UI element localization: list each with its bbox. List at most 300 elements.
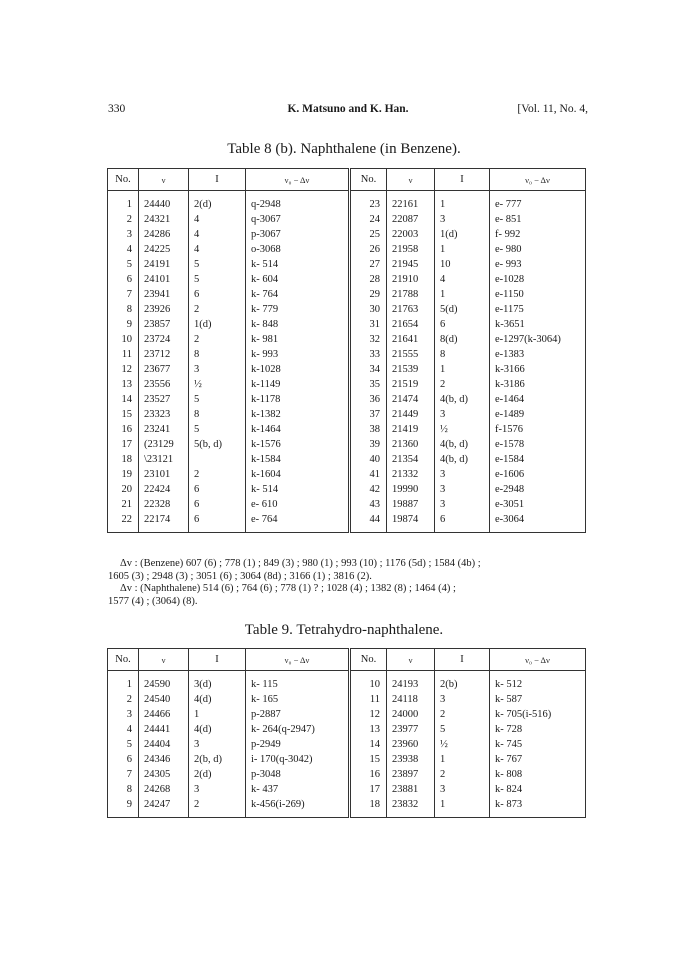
table-cell: 1: [189, 707, 246, 722]
table-cell: 14: [350, 737, 387, 752]
column-header: ν: [387, 169, 435, 191]
column-header: No.: [108, 649, 139, 671]
table-cell: 8: [108, 782, 139, 797]
page-number: 330: [108, 103, 126, 115]
table-cell: q-2948: [246, 191, 350, 213]
column-header: ν₀ − Δν: [490, 169, 586, 191]
table-cell: 4: [189, 212, 246, 227]
table-cell: 24118: [387, 692, 435, 707]
table-cell: 4(b, d): [435, 437, 490, 452]
table-cell: e-1489: [490, 407, 586, 422]
table-cell: 1(d): [189, 317, 246, 332]
table-cell: 6: [435, 317, 490, 332]
column-header: ν: [387, 649, 435, 671]
table-cell: 22174: [139, 512, 189, 533]
table-cell: 1(d): [435, 227, 490, 242]
table-row: [108, 437, 586, 452]
table-cell: 5: [189, 422, 246, 437]
table8-header-row: [108, 169, 586, 191]
table-cell: e-1028: [490, 272, 586, 287]
table-cell: 5(b, d): [189, 437, 246, 452]
table-cell: 1: [435, 191, 490, 213]
table-cell: 24: [350, 212, 387, 227]
table-cell: 21555: [387, 347, 435, 362]
table-cell: 25: [350, 227, 387, 242]
table-row: [108, 497, 586, 512]
table-cell: 3: [435, 407, 490, 422]
table-cell: 21945: [387, 257, 435, 272]
table-cell: 4: [435, 272, 490, 287]
table-cell: 24441: [139, 722, 189, 737]
table-cell: 11: [108, 347, 139, 362]
table-row: [108, 287, 586, 302]
table-cell: 2: [189, 797, 246, 818]
table-cell: 23241: [139, 422, 189, 437]
table-cell: p-2949: [246, 737, 350, 752]
table-cell: k- 705(i-516): [490, 707, 586, 722]
table-row: [108, 422, 586, 437]
table-cell: k- 981: [246, 332, 350, 347]
table-row: [108, 737, 586, 752]
table-cell: 5: [189, 257, 246, 272]
table-cell: 5: [189, 272, 246, 287]
table-cell: 24466: [139, 707, 189, 722]
table-cell: 2: [189, 332, 246, 347]
table-row: [108, 797, 586, 818]
table-cell: 2: [435, 767, 490, 782]
running-header: [108, 103, 588, 119]
table-cell: 10: [350, 671, 387, 693]
table-cell: 24286: [139, 227, 189, 242]
table-cell: 16: [350, 767, 387, 782]
table-cell: 18: [108, 452, 139, 467]
table-cell: 24101: [139, 272, 189, 287]
table-cell: 22424: [139, 482, 189, 497]
table-cell: 1: [108, 191, 139, 213]
table-cell: 3: [435, 692, 490, 707]
column-header: I: [189, 169, 246, 191]
table-cell: 4: [108, 722, 139, 737]
table9-header-row: [108, 649, 586, 671]
table-cell: 20: [108, 482, 139, 497]
table-cell: e-2948: [490, 482, 586, 497]
table-cell: 12: [350, 707, 387, 722]
table-row: [108, 392, 586, 407]
table-cell: k- 264(q-2947): [246, 722, 350, 737]
table-cell: 43: [350, 497, 387, 512]
table-cell: 3: [189, 782, 246, 797]
table-cell: 13: [350, 722, 387, 737]
table-cell: 23977: [387, 722, 435, 737]
table-row: [108, 302, 586, 317]
table8-caption: Table 8 (b). Naphthalene (in Benzene).: [227, 141, 461, 157]
table-cell: 19887: [387, 497, 435, 512]
table-cell: k- 824: [490, 782, 586, 797]
table-cell: 24321: [139, 212, 189, 227]
column-header: ν₀ − Δν: [246, 649, 350, 671]
column-header: No.: [350, 169, 387, 191]
table-cell: k-3186: [490, 377, 586, 392]
table-cell: 7: [108, 767, 139, 782]
column-header: ν₀ − Δν: [246, 169, 350, 191]
table-cell: k- 115: [246, 671, 350, 693]
table-cell: 32: [350, 332, 387, 347]
delta-v-notes: [108, 558, 588, 608]
table-cell: 18: [350, 797, 387, 818]
table-cell: 28: [350, 272, 387, 287]
table-row: [108, 767, 586, 782]
table-cell: 19990: [387, 482, 435, 497]
table9-body: [108, 671, 586, 818]
table-row: [108, 752, 586, 767]
table-cell: 9: [108, 797, 139, 818]
table-cell: 14: [108, 392, 139, 407]
table-cell: 21641: [387, 332, 435, 347]
table-cell: 23857: [139, 317, 189, 332]
table-cell: 2(d): [189, 767, 246, 782]
table-row: [108, 317, 586, 332]
table-cell: 23832: [387, 797, 435, 818]
table-cell: 24225: [139, 242, 189, 257]
table-row: [108, 782, 586, 797]
table-cell: e- 610: [246, 497, 350, 512]
table-cell: 23938: [387, 752, 435, 767]
note-naphthalene-line: Δv : (Naphthalene) 514 (6) ; 764 (6) ; 778 (1) ? ; 1028 (4) ; 1382 (8) ; 1464 (4) ;: [120, 583, 456, 594]
authors: K. Matsuno and K. Han.: [287, 103, 409, 115]
table-cell: 2(b, d): [189, 752, 246, 767]
table-cell: 23712: [139, 347, 189, 362]
table-cell: i- 170(q-3042): [246, 752, 350, 767]
note-benzene-cont: 1605 (3) ; 2948 (3) ; 3051 (6) ; 3064 (8d) ; 3166 (1) ; 3816 (2).: [108, 570, 372, 582]
table-cell: 38: [350, 422, 387, 437]
table-cell: 8(d): [435, 332, 490, 347]
table-cell: 24193: [387, 671, 435, 693]
table-cell: 27: [350, 257, 387, 272]
table-cell: 21539: [387, 362, 435, 377]
table-cell: 24540: [139, 692, 189, 707]
table-cell: 23: [350, 191, 387, 213]
table-cell: 21788: [387, 287, 435, 302]
table-cell: k-1149: [246, 377, 350, 392]
table-cell: k- 808: [490, 767, 586, 782]
table-cell: e-1606: [490, 467, 586, 482]
table-cell: 24590: [139, 671, 189, 693]
table-row: [108, 482, 586, 497]
table-cell: k-3651: [490, 317, 586, 332]
table-cell: 3: [435, 467, 490, 482]
table-cell: 3: [108, 227, 139, 242]
table-cell: e-1150: [490, 287, 586, 302]
table-cell: 6: [189, 512, 246, 533]
table-cell: k- 165: [246, 692, 350, 707]
table-cell: 39: [350, 437, 387, 452]
table-cell: 13: [108, 377, 139, 392]
table-row: [108, 671, 586, 693]
table-cell: 4(d): [189, 692, 246, 707]
table-cell: 42: [350, 482, 387, 497]
table-cell: k- 512: [490, 671, 586, 693]
table-cell: 6: [435, 512, 490, 533]
table-row: [108, 692, 586, 707]
table-cell: 40: [350, 452, 387, 467]
table-cell: k- 728: [490, 722, 586, 737]
table-cell: 2: [189, 302, 246, 317]
table-cell: p-2887: [246, 707, 350, 722]
table-cell: 4(d): [189, 722, 246, 737]
table-cell: k-1604: [246, 467, 350, 482]
table-cell: 21763: [387, 302, 435, 317]
table-row: [108, 377, 586, 392]
table-cell: 24440: [139, 191, 189, 213]
table-cell: 2: [435, 707, 490, 722]
table-cell: 21519: [387, 377, 435, 392]
table-cell: e- 993: [490, 257, 586, 272]
table-cell: 22161: [387, 191, 435, 213]
table-cell: 9: [108, 317, 139, 332]
table-cell: 4: [189, 242, 246, 257]
table-cell: 23101: [139, 467, 189, 482]
table-cell: ½: [435, 422, 490, 437]
table-row: [108, 467, 586, 482]
table-cell: 19: [108, 467, 139, 482]
volume-info: [Vol. 11, No. 4,: [517, 103, 588, 115]
table-cell: 3: [435, 482, 490, 497]
table-cell: 23724: [139, 332, 189, 347]
table-cell: 11: [350, 692, 387, 707]
table-cell: 1: [435, 242, 490, 257]
table-row: [108, 512, 586, 533]
table-row: [108, 242, 586, 257]
table-cell: 1: [435, 752, 490, 767]
table-row: [108, 347, 586, 362]
table9-caption: Table 9. Tetrahydro-naphthalene.: [244, 622, 444, 638]
table-cell: 3: [435, 782, 490, 797]
table-cell: 22: [108, 512, 139, 533]
table8-naphthalene: [107, 168, 586, 533]
table-cell: 6: [189, 287, 246, 302]
table-cell: k-1584: [246, 452, 350, 467]
table-cell: 34: [350, 362, 387, 377]
table-cell: 6: [108, 272, 139, 287]
table-cell: 4(b, d): [435, 452, 490, 467]
table-cell: 23323: [139, 407, 189, 422]
column-header: I: [435, 169, 490, 191]
note-naphthalene-cont: 1577 (4) ; (3064) (8).: [108, 595, 198, 607]
table-cell: 23960: [387, 737, 435, 752]
table-cell: 24268: [139, 782, 189, 797]
table-cell: 24404: [139, 737, 189, 752]
table-cell: [189, 452, 246, 467]
table-cell: 2(d): [189, 191, 246, 213]
table-cell: k-1028: [246, 362, 350, 377]
table-cell: 7: [108, 287, 139, 302]
column-header: No.: [350, 649, 387, 671]
table-cell: 22087: [387, 212, 435, 227]
table-cell: 8: [108, 302, 139, 317]
table-cell: 6: [108, 752, 139, 767]
table-cell: 2: [435, 377, 490, 392]
table-cell: 2(b): [435, 671, 490, 693]
table8-body: [108, 191, 586, 533]
table-cell: 12: [108, 362, 139, 377]
table-row: [108, 212, 586, 227]
table-cell: 8: [435, 347, 490, 362]
table-cell: 2: [108, 212, 139, 227]
table-cell: k- 587: [490, 692, 586, 707]
table-cell: e-1297(k-3064): [490, 332, 586, 347]
table-cell: k- 764: [246, 287, 350, 302]
column-header: I: [435, 649, 490, 671]
table-cell: 23941: [139, 287, 189, 302]
table-cell: e-3051: [490, 497, 586, 512]
table-cell: 3: [435, 212, 490, 227]
column-header: ν: [139, 169, 189, 191]
table-cell: 41: [350, 467, 387, 482]
table-cell: 8: [189, 407, 246, 422]
table-cell: 5: [189, 392, 246, 407]
table-cell: 19874: [387, 512, 435, 533]
table-cell: 21: [108, 497, 139, 512]
table-cell: (23129: [139, 437, 189, 452]
table-cell: 21419: [387, 422, 435, 437]
table-cell: 21449: [387, 407, 435, 422]
table-row: [108, 407, 586, 422]
table-cell: 4: [189, 227, 246, 242]
table-cell: k- 437: [246, 782, 350, 797]
table-cell: e-1578: [490, 437, 586, 452]
table-cell: 21654: [387, 317, 435, 332]
column-header: I: [189, 649, 246, 671]
table-cell: 23677: [139, 362, 189, 377]
table-cell: 24000: [387, 707, 435, 722]
table-cell: 23881: [387, 782, 435, 797]
table-cell: 31: [350, 317, 387, 332]
table-cell: k- 745: [490, 737, 586, 752]
table-cell: 23897: [387, 767, 435, 782]
table-cell: e- 777: [490, 191, 586, 213]
table-cell: 6: [189, 482, 246, 497]
table-cell: 29: [350, 287, 387, 302]
table-cell: 17: [108, 437, 139, 452]
table-cell: k- 993: [246, 347, 350, 362]
column-header: ν₀ − Δν: [490, 649, 586, 671]
table-cell: 1: [435, 797, 490, 818]
table-cell: 2: [108, 692, 139, 707]
table-cell: 36: [350, 392, 387, 407]
table-cell: 15: [350, 752, 387, 767]
table-cell: 1: [108, 671, 139, 693]
table-cell: 23527: [139, 392, 189, 407]
table-cell: 6: [189, 497, 246, 512]
table-cell: 21354: [387, 452, 435, 467]
table-row: [108, 227, 586, 242]
table-cell: 8: [189, 347, 246, 362]
table-cell: 3: [189, 362, 246, 377]
table9-tetrahydronaphthalene: [107, 648, 586, 818]
table-cell: 10: [108, 332, 139, 347]
table-cell: 35: [350, 377, 387, 392]
table-cell: k-456(i-269): [246, 797, 350, 818]
table-cell: 22328: [139, 497, 189, 512]
table-cell: 10: [435, 257, 490, 272]
table-cell: q-3067: [246, 212, 350, 227]
table-cell: 5: [108, 737, 139, 752]
table-cell: k- 779: [246, 302, 350, 317]
table-cell: o-3068: [246, 242, 350, 257]
table-cell: 16: [108, 422, 139, 437]
table-cell: 23556: [139, 377, 189, 392]
table-cell: k- 767: [490, 752, 586, 767]
table-cell: k-3166: [490, 362, 586, 377]
table-row: [108, 332, 586, 347]
table-cell: k-1464: [246, 422, 350, 437]
table-cell: 24191: [139, 257, 189, 272]
table-cell: 3: [108, 707, 139, 722]
table-cell: 21474: [387, 392, 435, 407]
table-row: [108, 452, 586, 467]
table-cell: k- 514: [246, 482, 350, 497]
table-cell: 4(b, d): [435, 392, 490, 407]
table-cell: e- 980: [490, 242, 586, 257]
table-cell: k-1178: [246, 392, 350, 407]
table-cell: 2: [189, 467, 246, 482]
table-cell: f- 992: [490, 227, 586, 242]
table-cell: 26: [350, 242, 387, 257]
table-row: [108, 257, 586, 272]
table-cell: 1: [435, 362, 490, 377]
table-row: [108, 272, 586, 287]
table-cell: e-1464: [490, 392, 586, 407]
table-cell: k- 604: [246, 272, 350, 287]
table-cell: f-1576: [490, 422, 586, 437]
table-cell: ½: [189, 377, 246, 392]
table-cell: 24346: [139, 752, 189, 767]
table-cell: k-1382: [246, 407, 350, 422]
table-cell: k- 848: [246, 317, 350, 332]
table-cell: e-3064: [490, 512, 586, 533]
table-cell: 30: [350, 302, 387, 317]
table-cell: 33: [350, 347, 387, 362]
table-cell: 23926: [139, 302, 189, 317]
table-cell: 1: [435, 287, 490, 302]
column-header: No.: [108, 169, 139, 191]
table-row: [108, 191, 586, 213]
table-cell: 4: [108, 242, 139, 257]
table-cell: k-1576: [246, 437, 350, 452]
table-cell: p-3067: [246, 227, 350, 242]
table-cell: 37: [350, 407, 387, 422]
table-cell: e-1383: [490, 347, 586, 362]
table-cell: 24247: [139, 797, 189, 818]
column-header: ν: [139, 649, 189, 671]
table-cell: 44: [350, 512, 387, 533]
table-cell: 3: [189, 737, 246, 752]
table-cell: 21958: [387, 242, 435, 257]
table-cell: ½: [435, 737, 490, 752]
table-cell: 24305: [139, 767, 189, 782]
table-cell: p-3048: [246, 767, 350, 782]
table-cell: 21332: [387, 467, 435, 482]
table-row: [108, 722, 586, 737]
table-cell: 5(d): [435, 302, 490, 317]
table-cell: 21360: [387, 437, 435, 452]
table-cell: 15: [108, 407, 139, 422]
table-cell: 17: [350, 782, 387, 797]
table-row: [108, 707, 586, 722]
table-cell: 5: [108, 257, 139, 272]
note-benzene-line: Δv : (Benzene) 607 (6) ; 778 (1) ; 849 (3) ; 980 (1) ; 993 (10) ; 1176 (5d) ; 1584 (4b) ;: [120, 558, 481, 569]
table-cell: 3(d): [189, 671, 246, 693]
